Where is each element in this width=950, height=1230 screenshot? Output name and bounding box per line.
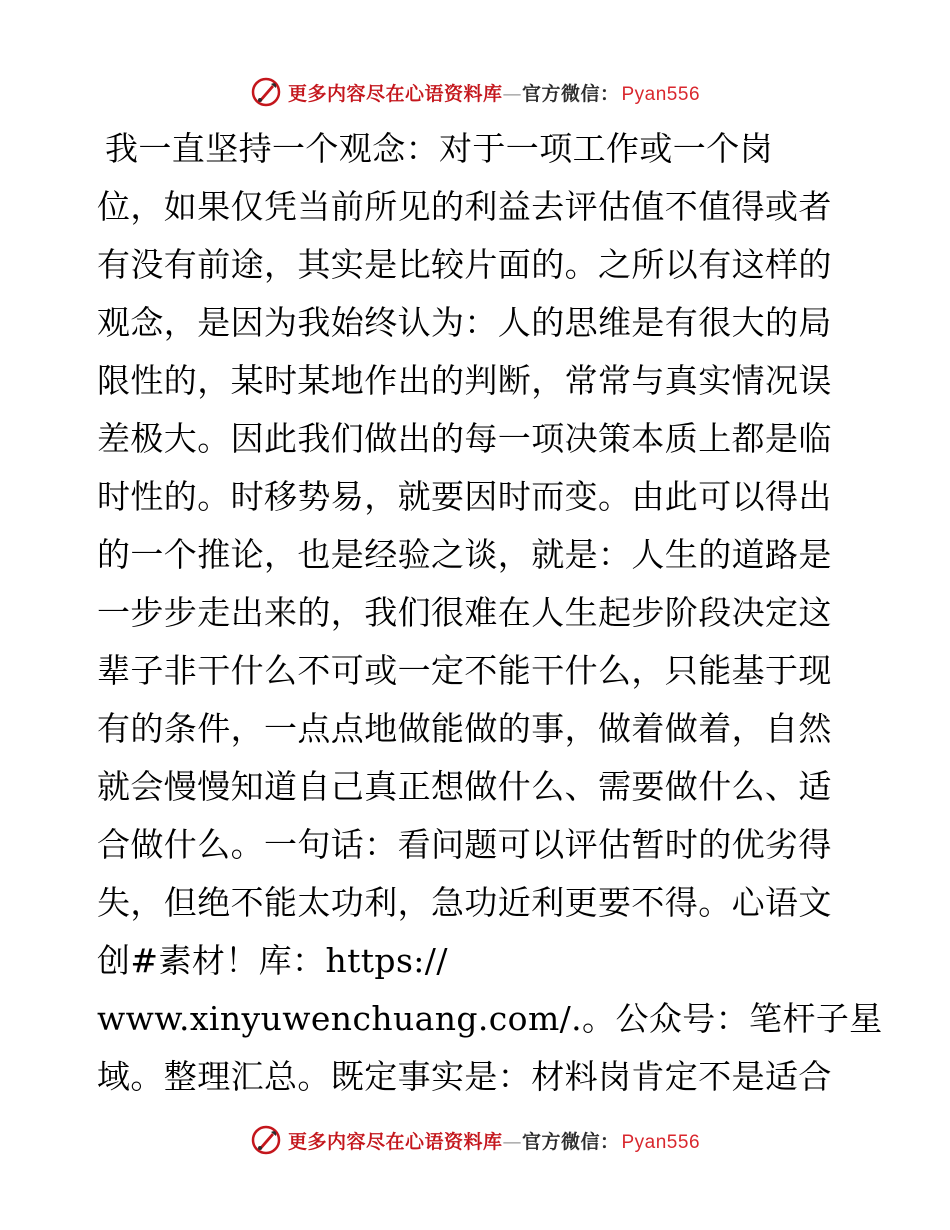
body-line: 一步步走出来的，我们很难在人生起步阶段决定这	[97, 593, 832, 632]
body-line: 我一直坚持一个观念：对于一项工作或一个岗	[105, 129, 773, 168]
body-line: 的一个推论，也是经验之谈，就是：人生的道路是	[97, 535, 832, 574]
banner-wechat-id: Pyan556	[621, 1131, 701, 1153]
banner-wechat-id: Pyan556	[621, 83, 701, 105]
body-line: 有的条件，一点点地做能做的事，做着做着，自然	[97, 709, 832, 748]
banner-dash: —	[502, 82, 522, 105]
banner-dash: —	[502, 1130, 522, 1153]
body-line: 辈子非干什么不可或一定不能干什么，只能基于现	[97, 651, 832, 690]
banner-title: 更多内容尽在心语资料库	[287, 82, 503, 105]
banner-title: 更多内容尽在心语资料库	[287, 1130, 503, 1153]
body-line: 就会慢慢知道自己真正想做什么、需要做什么、适	[97, 767, 832, 806]
body-line: 失，但绝不能太功利，急功近利更要不得。心语文	[97, 883, 832, 922]
body-line: 时性的。时移势易，就要因时而变。由此可以得出	[97, 477, 832, 516]
quill-pen-logo-icon	[250, 76, 282, 108]
body-line: 域。整理汇总。既定事实是：材料岗肯定不是适合	[97, 1057, 832, 1096]
body-line: 观念，是因为我始终认为：人的思维是有很大的局	[97, 303, 832, 342]
body-line: 限性的，某时某地作出的判断，常常与真实情况误	[97, 361, 832, 400]
header-banner	[0, 72, 950, 112]
quill-pen-logo-icon	[250, 1124, 282, 1156]
document-body	[97, 120, 883, 1106]
footer-banner	[0, 1120, 950, 1160]
body-line: www.xinyuwenchuang.com/.。公众号：笔杆子星	[97, 999, 883, 1038]
body-line: 有没有前途，其实是比较片面的。之所以有这样的	[97, 245, 832, 284]
body-line: 差极大。因此我们做出的每一项决策本质上都是临	[97, 419, 832, 458]
body-line: 创#素材！库：https://	[97, 941, 448, 980]
banner-wechat-label: 官方微信：	[521, 1130, 620, 1153]
body-line: 位，如果仅凭当前所见的利益去评估值不值得或者	[97, 187, 832, 226]
body-line: 合做什么。一句话：看问题可以评估暂时的优劣得	[97, 825, 832, 864]
banner-wechat-label: 官方微信：	[521, 82, 620, 105]
